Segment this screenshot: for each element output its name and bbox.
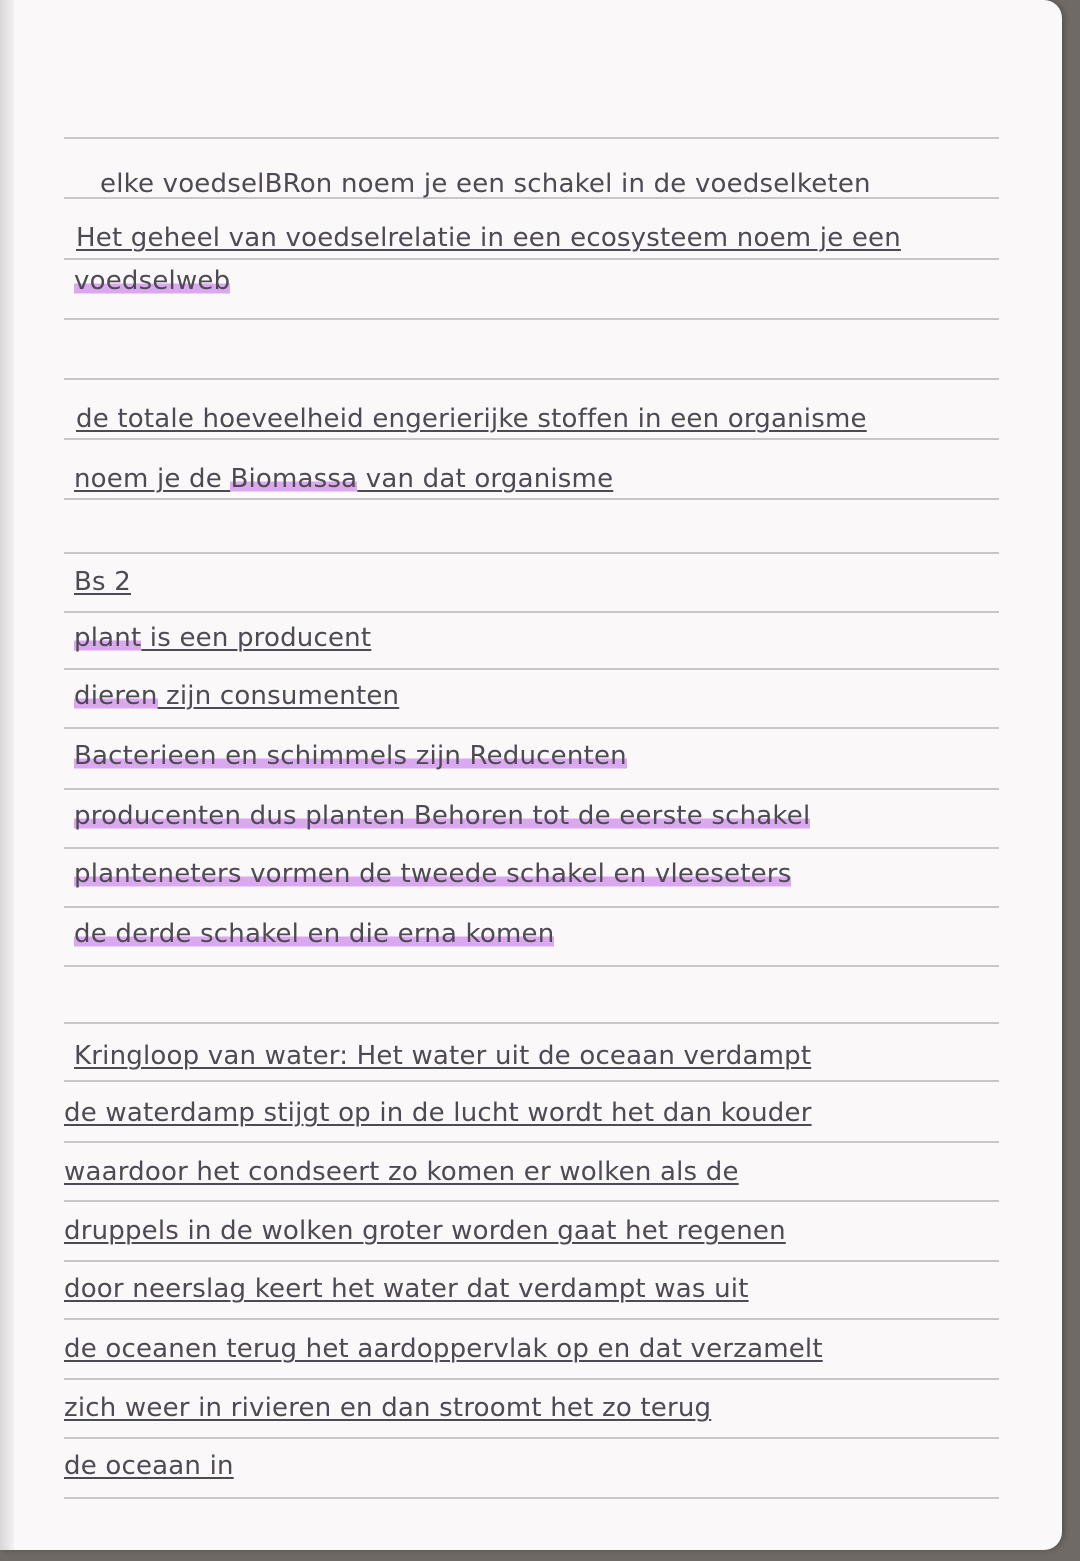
note-text: Het geheel van voedselrelatie in een ecosysteem noem je een bbox=[76, 223, 901, 253]
note-line bbox=[64, 1156, 739, 1188]
highlighted-term: plant bbox=[74, 623, 142, 653]
note-line bbox=[100, 168, 871, 200]
ruled-line bbox=[64, 1200, 999, 1202]
ruled-line bbox=[64, 1437, 999, 1439]
note-line bbox=[64, 1215, 786, 1247]
highlighted-term: Bacterieen en schimmels zijn Reducenten bbox=[74, 741, 627, 771]
note-line bbox=[74, 680, 399, 712]
section-heading bbox=[74, 566, 131, 598]
ruled-line bbox=[64, 788, 999, 790]
ruled-line bbox=[64, 906, 999, 908]
note-text: van dat organisme bbox=[357, 464, 614, 494]
note-line bbox=[74, 1040, 811, 1072]
note-line bbox=[76, 403, 867, 435]
ruled-line bbox=[64, 438, 999, 440]
note-text: de oceanen terug het aardoppervlak op en dat verzamelt bbox=[64, 1334, 823, 1364]
ruled-line bbox=[64, 1080, 999, 1082]
note-line bbox=[74, 265, 230, 297]
ruled-line bbox=[64, 258, 999, 260]
ruled-line bbox=[64, 378, 999, 380]
note-text: de oceaan in bbox=[64, 1451, 234, 1481]
note-text: zijn consumenten bbox=[157, 681, 400, 711]
ruled-line bbox=[64, 668, 999, 670]
ruled-line bbox=[64, 498, 999, 500]
note-line bbox=[64, 1273, 749, 1305]
note-line bbox=[64, 1097, 812, 1129]
note-line bbox=[64, 1392, 711, 1424]
ruled-line bbox=[64, 1497, 999, 1499]
note-text: waardoor het condseert zo komen er wolken als de bbox=[64, 1157, 739, 1187]
heading-text: Bs 2 bbox=[74, 567, 131, 597]
ruled-line bbox=[64, 611, 999, 613]
note-text: door neerslag keert het water dat verdampt was uit bbox=[64, 1274, 749, 1304]
note-text: is een producent bbox=[141, 623, 372, 653]
ruled-line bbox=[64, 1378, 999, 1380]
note-line bbox=[74, 918, 554, 950]
page-binding-edge bbox=[0, 0, 14, 1550]
highlighted-term: voedselweb bbox=[74, 266, 231, 296]
note-text: de totale hoeveelheid engerierijke stoffen in een organisme bbox=[76, 404, 867, 434]
ruled-line bbox=[64, 1260, 999, 1262]
note-line bbox=[74, 463, 613, 495]
note-text: druppels in de wolken groter worden gaat het regenen bbox=[64, 1216, 786, 1246]
note-text: noem je de bbox=[74, 464, 231, 494]
ruled-line bbox=[64, 727, 999, 729]
note-text: de waterdamp stijgt op in de lucht wordt het dan kouder bbox=[64, 1098, 812, 1128]
highlighted-term: Biomassa bbox=[230, 464, 358, 494]
note-line bbox=[74, 622, 371, 654]
note-text: Kringloop van water: Het water uit de oceaan verdampt bbox=[74, 1041, 812, 1071]
highlighted-term: producenten dus planten Behoren tot de eerste schakel bbox=[74, 801, 811, 831]
ruled-line bbox=[64, 1141, 999, 1143]
note-text: elke voedselBRon noem je een schakel in de voedselketen bbox=[100, 169, 871, 199]
highlighted-term: de derde schakel en die erna komen bbox=[74, 919, 555, 949]
highlighted-term: dieren bbox=[74, 681, 158, 711]
note-text: zich weer in rivieren en dan stroomt het zo terug bbox=[64, 1393, 712, 1423]
ruled-line bbox=[64, 552, 999, 554]
ruled-line bbox=[64, 965, 999, 967]
note-line bbox=[74, 858, 791, 890]
note-line bbox=[64, 1450, 234, 1482]
note-line bbox=[76, 222, 901, 254]
ruled-line bbox=[64, 318, 999, 320]
ruled-line bbox=[64, 137, 999, 139]
note-line bbox=[74, 800, 810, 832]
note-line bbox=[74, 740, 627, 772]
ruled-line bbox=[64, 1022, 999, 1024]
ruled-line bbox=[64, 847, 999, 849]
note-line bbox=[64, 1333, 823, 1365]
ruled-line bbox=[64, 1318, 999, 1320]
highlighted-term: planteneters vormen de tweede schakel en vleeseters bbox=[74, 859, 792, 889]
